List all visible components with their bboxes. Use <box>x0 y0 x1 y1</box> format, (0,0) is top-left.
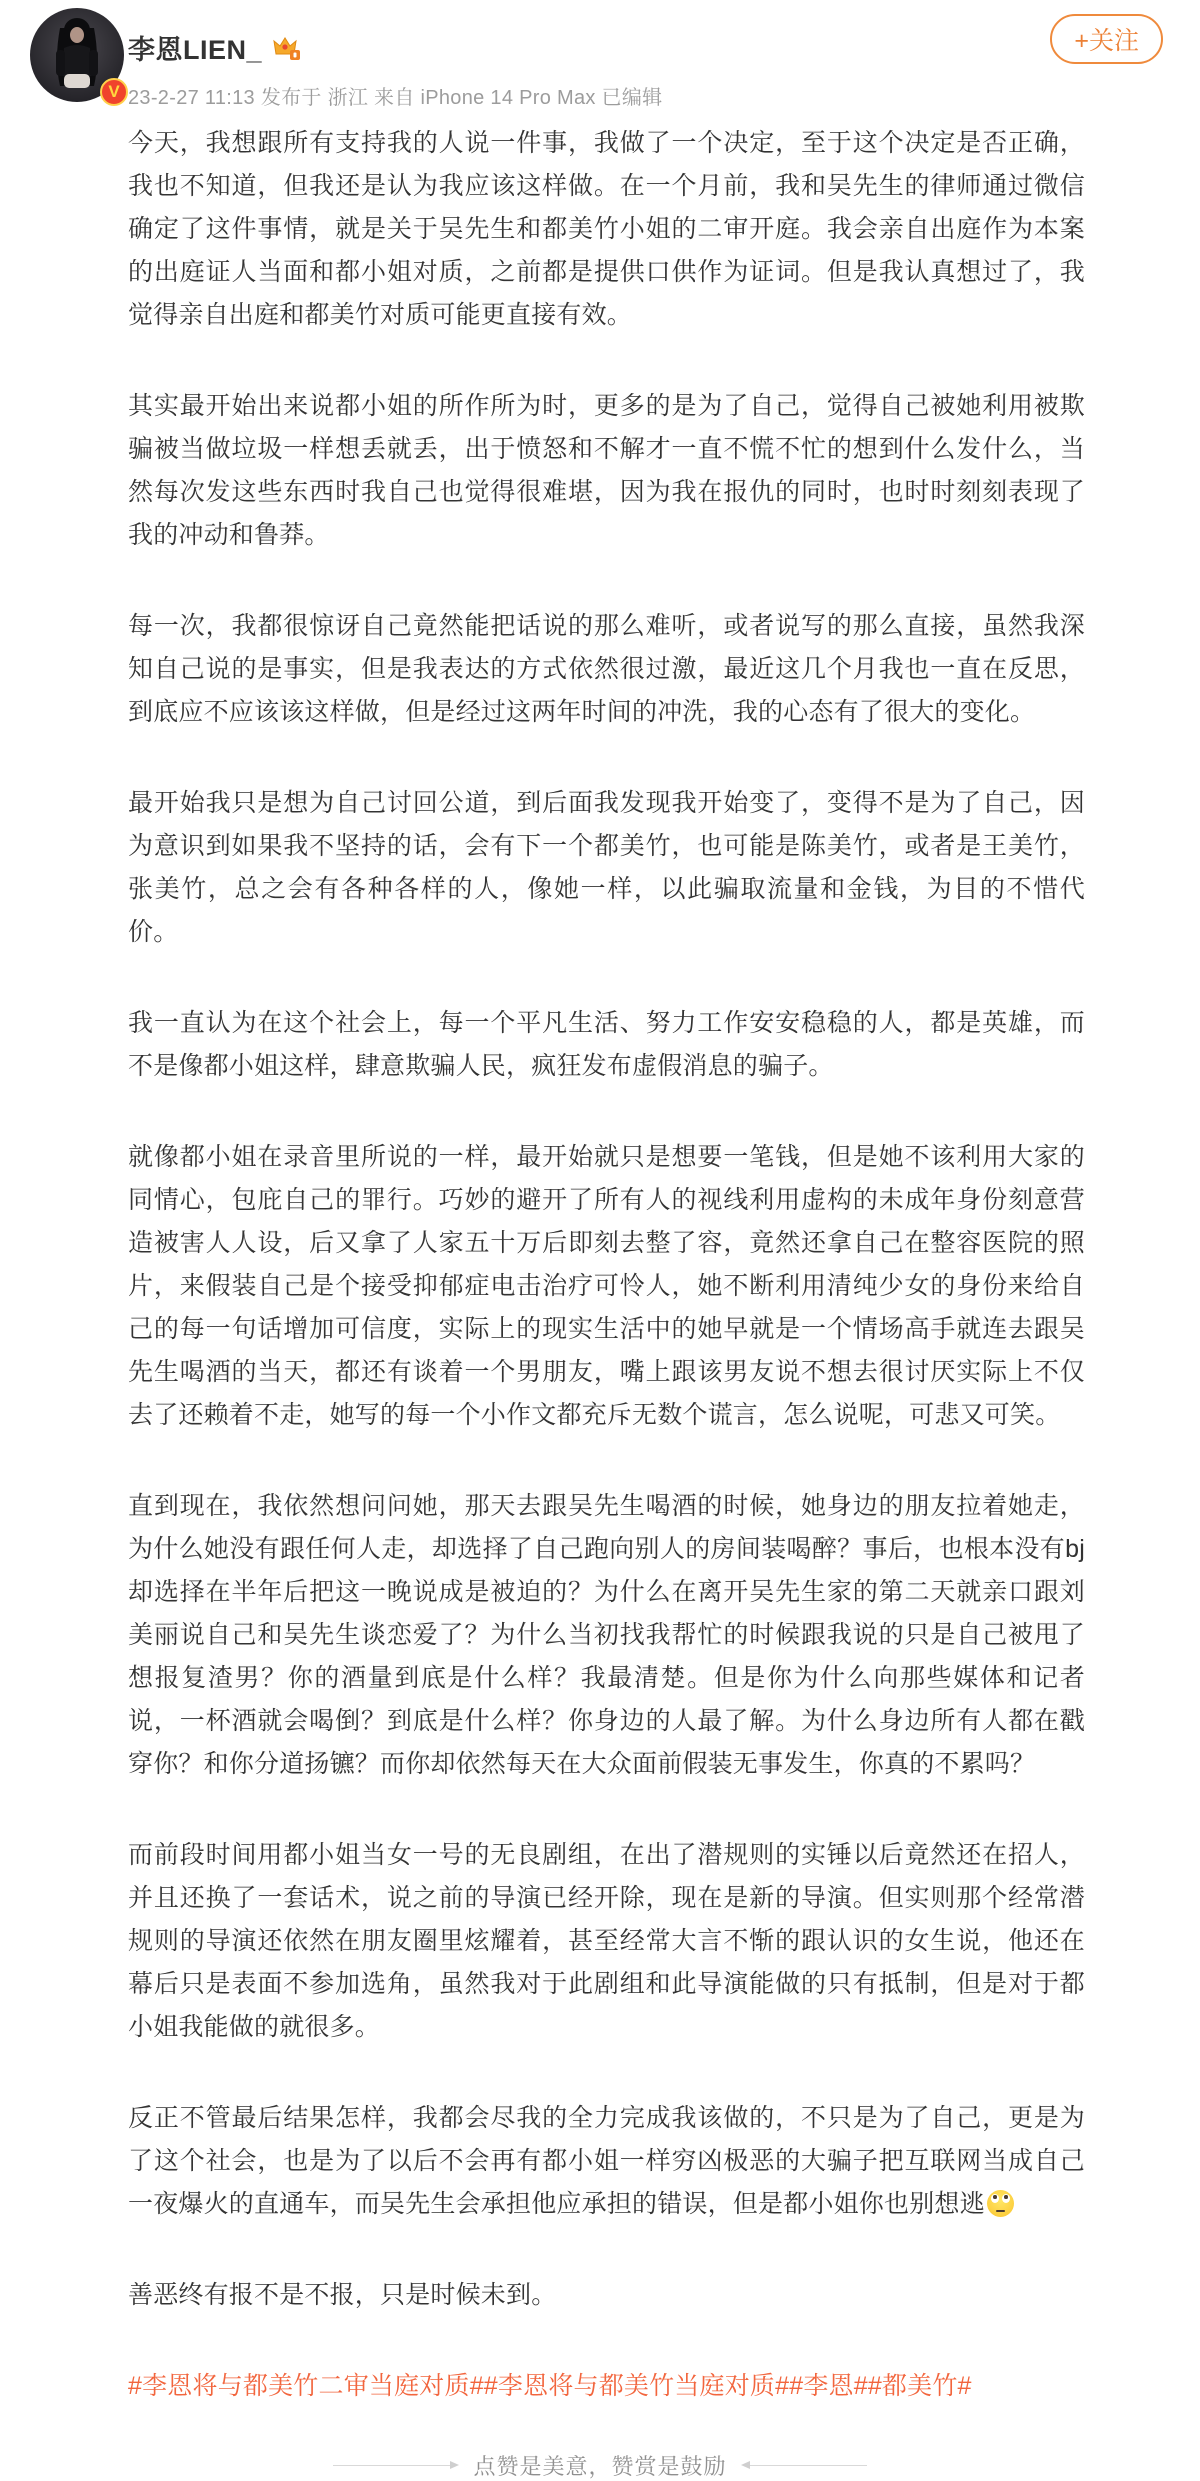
post-paragraph: 而前段时间用都小姐当女一号的无良剧组，在出了潜规则的实锤以后竟然还在招人，并且还换了一套话术，说之前的导演已经开除，现在是新的导演。但实则那个经常潜规则的导演还依然在朋友圈里炫耀着，甚至经常大言不惭的跟认识的女生说，他还在幕后只是表面不参加选角，虽然我对于此剧组和此导演能做的只有抵制，但是对于都小姐我能做的就很多。 <box>128 1841 1085 2041</box>
vip-crown-icon <box>270 33 302 63</box>
post-paragraph: 每一次，我都很惊讶自己竟然能把话说的那么难听，或者说写的那么直接，虽然我深知自己说的是事实，但是我表达的方式依然很过激，最近这几个月我也一直在反思，到底应不应该该这样做，但是经过这两年时间的冲洗，我的心态有了很大的变化。 <box>128 612 1085 726</box>
footer-caption: 点赞是美意，赞赏是鼓励 <box>473 2454 727 2479</box>
post-content <box>0 122 1200 2408</box>
hashtag-links[interactable]: #李恩将与都美竹二审当庭对质##李恩将与都美竹当庭对质##李恩##都美竹# <box>128 2372 972 2400</box>
post-paragraph: 我一直认为在这个社会上，每一个平凡生活、努力工作安安稳稳的人，都是英雄，而不是像都小姐这样，肆意欺骗人民，疯狂发布虚假消息的骗子。 <box>128 1009 1085 1080</box>
verified-badge-icon: V <box>100 78 128 106</box>
username[interactable]: 李恩LIEN_ <box>128 35 263 65</box>
post-paragraph: 今天，我想跟所有支持我的人说一件事，我做了一个决定，至于这个决定是否正确，我也不知道，但我还是认为我应该这样做。在一个月前，我和吴先生的律师通过微信确定了这件事情，就是关于吴先生和都美竹小姐的二审开庭。我会亲自出庭作为本案的出庭证人当面和都小姐对质，之前都是提供口供作为证词。但是我认真想过了，我觉得亲自出庭和都美竹对质可能更直接有效。 <box>128 129 1085 329</box>
post-meta: 23-2-27 11:13 发布于 浙江 来自 iPhone 14 Pro Max 已编辑 <box>128 87 663 109</box>
post-paragraph: 最开始我只是想为自己讨回公道，到后面我发现我开始变了，变得不是为了自己，因为意识到如果我不坚持的话，会有下一个都美竹，也可能是陈美竹，或者是王美竹，张美竹，总之会有各种各样的人，像她一样，以此骗取流量和金钱，为目的不惜代价。 <box>128 789 1085 946</box>
post-paragraph: 直到现在，我依然想问问她，那天去跟吴先生喝酒的时候，她身边的朋友拉着她走，为什么她没有跟任何人走，却选择了自己跑向别人的房间装喝醉？事后，也根本没有bj却选择在半年后把这一晚说成是被迫的？为什么在离开吴先生家的第二天就亲口跟刘美丽说自己和吴先生谈恋爱了？为什么当初找我帮忙的时候跟我说的只是自己被甩了想报复渣男？你的酒量到底是什么样？我最清楚。但是你为什么向那些媒体和记者说，一杯酒就会喝倒？到底是什么样？你身边的人最了解。为什么身边所有人都在戳穿你？和你分道扬镳？而你却依然每天在大众面前假装无事发生，你真的不累吗？ <box>128 1492 1085 1778</box>
follow-button[interactable]: +关注 <box>1050 14 1163 64</box>
divider-arrow-left <box>333 2465 451 2466</box>
identity-block <box>128 28 662 110</box>
eye-roll-emoji <box>987 2190 1014 2217</box>
post-body <box>128 122 1085 2317</box>
post-paragraph: 就像都小姐在录音里所说的一样，最开始就只是想要一笔钱，但是她不该利用大家的同情心，包庇自己的罪行。巧妙的避开了所有人的视线利用虚构的未成年身份刻意营造被害人人设，后又拿了人家五十万后即刻去整了容，竟然还拿自己在整容医院的照片，来假装自己是个接受抑郁症电击治疗可怜人，她不断利用清纯少女的身份来给自己的每一句话增加可信度，实际上的现实生活中的她早就是一个情场高手就连去跟吴先生喝酒的当天，都还有谈着一个男朋友，嘴上跟该男友说不想去很讨厌实际上不仅去了还赖着不走，她写的每一个小作文都充斥无数个谎言，怎么说呢，可悲又可笑。 <box>128 1143 1085 1429</box>
divider-arrow-right <box>749 2465 867 2466</box>
avatar[interactable] <box>30 8 124 102</box>
post-paragraph: 反正不管最后结果怎样，我都会尽我的全力完成我该做的，不只是为了自己，更是为了这个社会，也是为了以后不会再有都小姐一样穷凶极恶的大骗子把互联网当成自己一夜爆火的直通车，而吴先生会承担他应承担的错误，但是都小姐你也别想逃 <box>128 2104 1085 2218</box>
post-footer <box>0 2450 1200 2481</box>
post-header <box>0 0 1200 122</box>
post-paragraph: 其实最开始出来说都小姐的所作所为时，更多的是为了自己，觉得自己被她利用被欺骗被当做垃圾一样想丢就丢，出于愤怒和不解才一直不慌不忙的想到什么发什么，当然每次发这些东西时我自己也觉得很难堪，因为我在报仇的同时，也时时刻刻表现了我的冲动和鲁莽。 <box>128 392 1085 549</box>
post-paragraph: 善恶终有报不是不报，只是时候未到。 <box>128 2281 557 2309</box>
